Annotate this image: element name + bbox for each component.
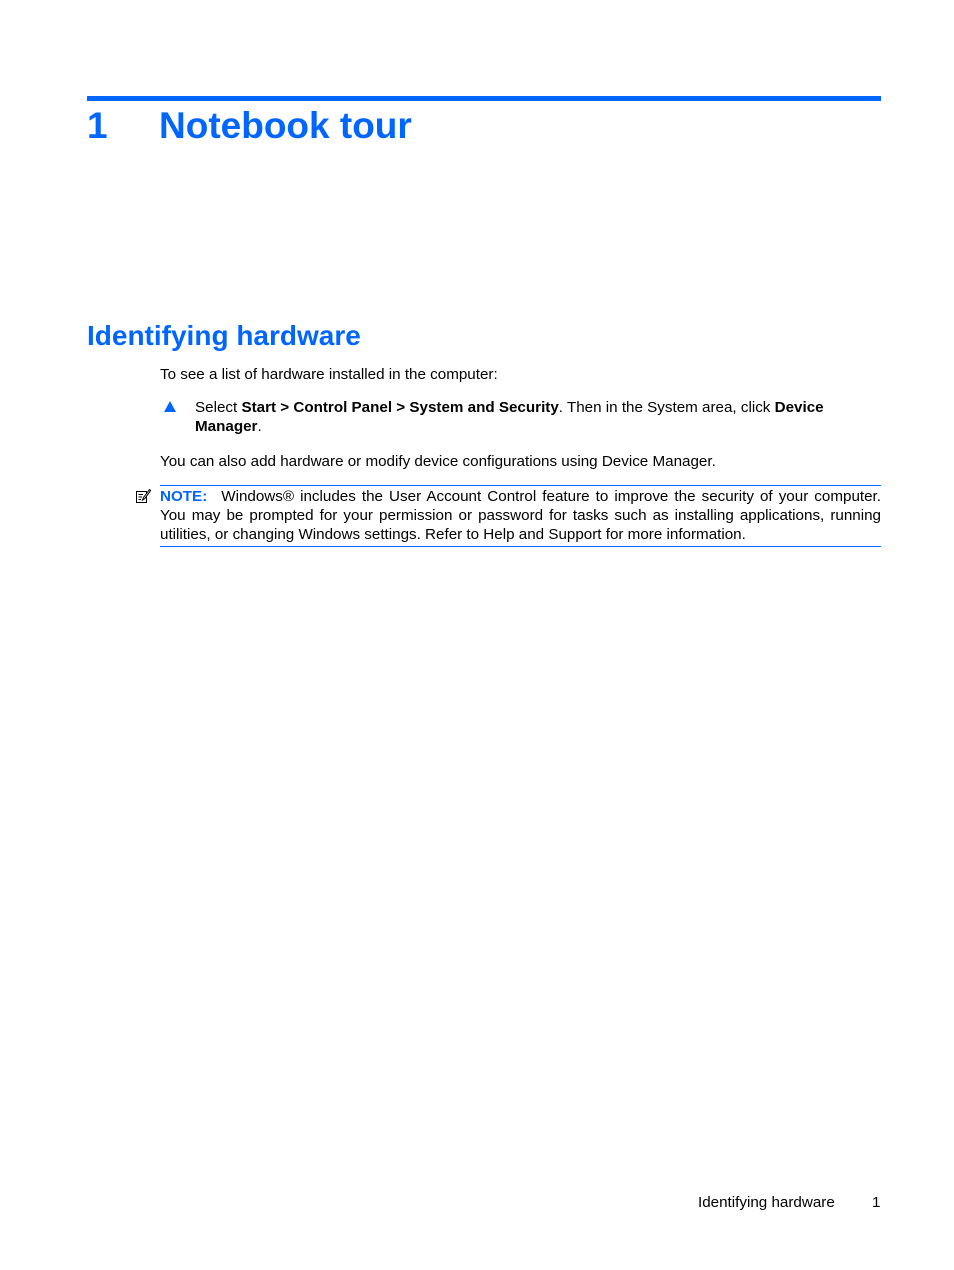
step-text [195,398,882,436]
footer-page-number: 1 [872,1194,881,1211]
device-manager-paragraph: You can also add hardware or modify device configurations using Device Manager. [160,453,716,470]
triangle-bullet-icon [164,401,176,412]
step-device-manager: Device Manager [195,399,824,435]
chapter-number: 1 [87,105,108,146]
section-title: Identifying hardware [87,320,361,351]
chapter-title: Notebook tour [159,105,412,146]
chapter-heading [87,101,412,151]
note-label: NOTE: [160,488,208,505]
step-text-part: . [257,418,262,435]
intro-paragraph: To see a list of hardware installed in the computer: [160,366,498,383]
note-text: Windows® includes the User Account Control feature to improve the security of your computer. You may be prompted for your permission or password for tasks such as installing applications, running utilities, or changing Windows settings. Refer to Help and Support for more information. [160,488,881,543]
note-box [160,485,881,547]
step-menu-path: Start > Control Panel > System and Security [241,399,559,416]
step-item [160,398,882,436]
step-text-part: . Then in the System area, click [558,399,775,416]
note-pencil-icon [135,488,151,504]
step-text-part: Select [195,399,242,416]
footer-section-name: Identifying hardware [698,1194,835,1211]
